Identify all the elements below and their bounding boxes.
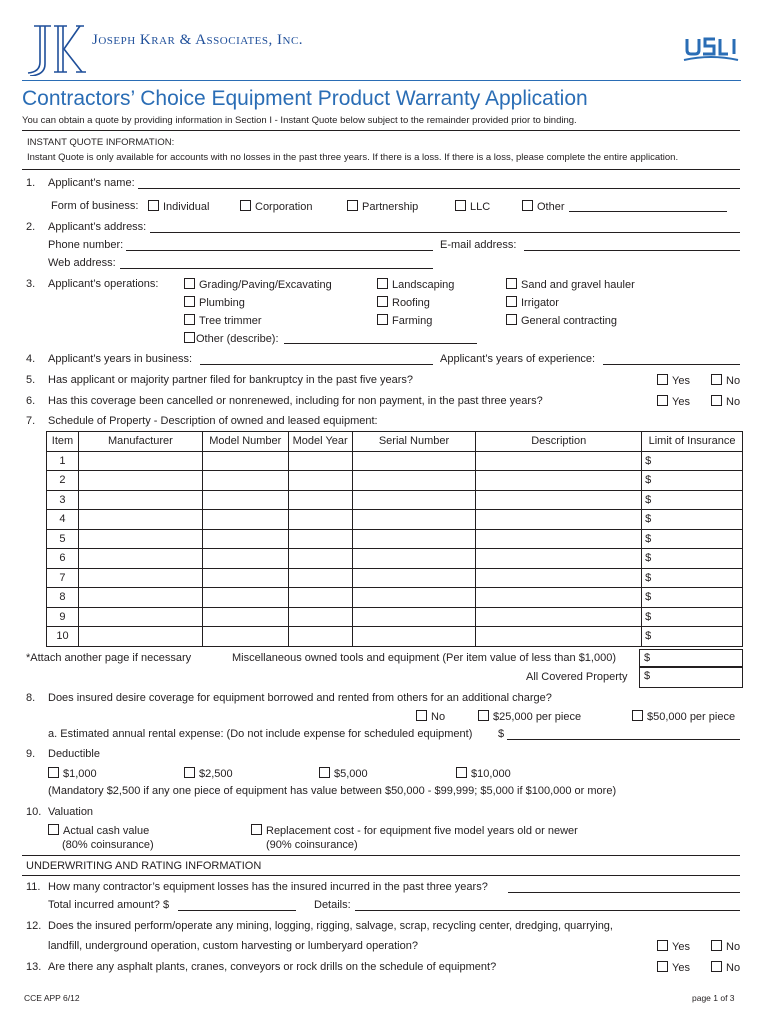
- cell[interactable]: [476, 451, 642, 471]
- checkbox-icon: [48, 824, 59, 835]
- q7-label: Schedule of Property - Description of owned and leased equipment:: [48, 415, 378, 427]
- deductible-10000[interactable]: $10,000: [456, 767, 511, 780]
- cell[interactable]: [202, 627, 288, 647]
- misc-tools-label: Miscellaneous owned tools and equipment (Per item value of less than $1,000): [232, 652, 617, 664]
- form-code: CCE APP 6/12: [24, 993, 80, 1003]
- individual-option[interactable]: Individual: [148, 200, 209, 213]
- checkbox-icon: [184, 332, 195, 343]
- checkbox-icon: [184, 278, 195, 289]
- item-number: 7: [47, 568, 79, 588]
- table-row: [47, 529, 743, 549]
- table-row: [47, 568, 743, 588]
- limit-cell[interactable]: $: [642, 568, 743, 588]
- cell[interactable]: [202, 529, 288, 549]
- cell[interactable]: [476, 588, 642, 608]
- cell[interactable]: [476, 490, 642, 510]
- q8-label: Does insured desire coverage for equipment borrowed and rented from others for an additional charge?: [48, 692, 552, 704]
- cell[interactable]: [202, 588, 288, 608]
- page-title: Contractors’ Choice Equipment Product Warranty Application: [22, 87, 588, 110]
- col-header: Limit of Insurance: [642, 432, 743, 452]
- cell[interactable]: [352, 549, 476, 569]
- cell[interactable]: [288, 627, 352, 647]
- q6-number: 6.: [26, 395, 36, 407]
- email-label: E-mail address:: [440, 239, 517, 251]
- q11-label: How many contractor’s equipment losses has the insured incurred in the past three years?: [48, 881, 488, 893]
- op-roofing[interactable]: Roofing: [377, 296, 430, 309]
- cell[interactable]: [476, 568, 642, 588]
- instant-quote-box: [22, 130, 740, 170]
- checkbox-icon: [657, 374, 668, 385]
- q4-label2: Applicant’s years of experience:: [440, 353, 596, 365]
- all-covered-field[interactable]: $: [639, 667, 743, 688]
- col-header: Serial Number: [352, 432, 476, 452]
- cell[interactable]: [476, 510, 642, 530]
- limit-cell[interactable]: $: [642, 588, 743, 608]
- usli-logo: [682, 36, 740, 67]
- losses-count-field[interactable]: [508, 892, 740, 893]
- item-number: 9: [47, 607, 79, 627]
- q5-number: 5.: [26, 374, 36, 386]
- item-number: 4: [47, 510, 79, 530]
- q1-number: 1.: [26, 177, 36, 189]
- cell[interactable]: [202, 471, 288, 491]
- total-incurred-label: Total incurred amount? $: [48, 899, 170, 911]
- cell[interactable]: [352, 588, 476, 608]
- cell[interactable]: [202, 549, 288, 569]
- address-field[interactable]: [150, 232, 740, 233]
- cell[interactable]: [352, 607, 476, 627]
- q3-label: Applicant’s operations:: [48, 278, 159, 290]
- cell[interactable]: [476, 471, 642, 491]
- deductible-note: (Mandatory $2,500 if any one piece of equipment has value between $50,000 - $99,999; $5,000 if $100,000 or more): [48, 785, 617, 797]
- checkbox-icon: [347, 200, 358, 211]
- q8-number: 8.: [26, 692, 36, 704]
- page-subtitle: You can obtain a quote by providing information in Section I - Instant Quote below subject to the remainder provided prior to binding.: [22, 115, 577, 126]
- other-operations-field[interactable]: [284, 343, 477, 344]
- item-number: 8: [47, 588, 79, 608]
- table-row: [47, 471, 743, 491]
- checkbox-icon: [251, 824, 262, 835]
- q6-label: Has this coverage been cancelled or nonrenewed, including for non payment, in the past three years?: [48, 395, 543, 407]
- cell[interactable]: [476, 549, 642, 569]
- cell[interactable]: [476, 529, 642, 549]
- checkbox-icon: [184, 296, 195, 307]
- limit-cell[interactable]: $: [642, 607, 743, 627]
- op-other[interactable]: Other (describe):: [184, 332, 279, 345]
- checkbox-icon: [657, 395, 668, 406]
- cell[interactable]: [78, 588, 202, 608]
- cell[interactable]: [288, 568, 352, 588]
- limit-cell[interactable]: $: [642, 471, 743, 491]
- q8-sub-label: a. Estimated annual rental expense: (Do not include expense for scheduled equipment): [48, 728, 473, 740]
- limit-cell[interactable]: $: [642, 510, 743, 530]
- op-irrigator[interactable]: Irrigator: [506, 296, 559, 309]
- jk-logo: [20, 22, 86, 79]
- cell[interactable]: [476, 607, 642, 627]
- checkbox-icon: [478, 710, 489, 721]
- acv-coinsurance: (80% coinsurance): [62, 839, 154, 851]
- limit-cell[interactable]: $: [642, 627, 743, 647]
- cell[interactable]: [202, 451, 288, 471]
- checkbox-icon: [240, 200, 251, 211]
- partnership-option[interactable]: Partnership: [347, 200, 418, 213]
- checkbox-icon: [711, 374, 722, 385]
- q5-label: Has applicant or majority partner filed for bankruptcy in the past five years?: [48, 374, 414, 386]
- limit-cell[interactable]: $: [642, 529, 743, 549]
- q13-number: 13.: [26, 961, 42, 973]
- cell[interactable]: [78, 510, 202, 530]
- instant-quote-heading: INSTANT QUOTE INFORMATION:: [27, 137, 175, 148]
- details-label: Details:: [314, 899, 351, 911]
- cell[interactable]: [202, 568, 288, 588]
- cell[interactable]: [78, 490, 202, 510]
- q12-no[interactable]: No: [711, 940, 740, 953]
- checkbox-icon: [319, 767, 330, 778]
- other-option[interactable]: Other: [522, 200, 565, 213]
- item-number: 6: [47, 549, 79, 569]
- cell[interactable]: [78, 627, 202, 647]
- table-row: [47, 607, 743, 627]
- checkbox-icon: [506, 278, 517, 289]
- q12-label2: landfill, underground operation, custom harvesting or lumberyard operation?: [48, 940, 418, 952]
- cell[interactable]: [352, 510, 476, 530]
- checkbox-icon: [148, 200, 159, 211]
- cell[interactable]: [78, 549, 202, 569]
- table-row: [47, 510, 743, 530]
- cell[interactable]: [288, 471, 352, 491]
- page-number: page 1 of 3: [692, 993, 735, 1003]
- checkbox-icon: [184, 767, 195, 778]
- company-name: Joseph Krar & Associates, Inc.: [92, 32, 304, 48]
- q5-yes[interactable]: Yes: [657, 374, 690, 387]
- email-field[interactable]: [524, 250, 740, 251]
- cell[interactable]: [78, 471, 202, 491]
- checkbox-icon: [184, 314, 195, 325]
- phone-field[interactable]: [126, 250, 433, 251]
- q6-yes[interactable]: Yes: [657, 395, 690, 408]
- all-covered-label: All Covered Property: [526, 671, 628, 683]
- q4-label: Applicant’s years in business:: [48, 353, 193, 365]
- other-business-field[interactable]: [569, 211, 727, 212]
- cell[interactable]: [288, 490, 352, 510]
- op-sand-gravel[interactable]: Sand and gravel hauler: [506, 278, 635, 291]
- form-of-business-label: Form of business:: [51, 200, 139, 212]
- table-row: [47, 451, 743, 471]
- cell[interactable]: [78, 568, 202, 588]
- item-number: 1: [47, 451, 79, 471]
- q5-no[interactable]: No: [711, 374, 740, 387]
- attach-note: *Attach another page if necessary: [26, 652, 192, 664]
- checkbox-icon: [522, 200, 533, 211]
- checkbox-icon: [377, 278, 388, 289]
- q13-yes[interactable]: Yes: [657, 961, 690, 974]
- checkbox-icon: [657, 961, 668, 972]
- q10-number: 10.: [26, 806, 42, 818]
- q6-no[interactable]: No: [711, 395, 740, 408]
- table-row: [47, 627, 743, 647]
- cell[interactable]: [476, 627, 642, 647]
- instant-quote-note: Instant Quote is only available for accounts with no losses in the past three years. If there is a loss. If there is a loss, please complete the entire application.: [27, 152, 679, 163]
- years-experience-field[interactable]: [603, 364, 740, 365]
- cell[interactable]: [352, 627, 476, 647]
- cell[interactable]: [352, 529, 476, 549]
- op-general-contracting[interactable]: General contracting: [506, 314, 617, 327]
- q11-number: 11.: [26, 881, 41, 893]
- q10-label: Valuation: [48, 806, 94, 818]
- q1-label: Applicant’s name:: [48, 177, 135, 189]
- q8-no[interactable]: No: [416, 710, 445, 723]
- table-row: [47, 490, 743, 510]
- q4-number: 4.: [26, 353, 36, 365]
- q8-sub-dollar: $: [498, 728, 505, 740]
- underwriting-rule: [22, 855, 740, 856]
- item-number: 5: [47, 529, 79, 549]
- applicant-name-field[interactable]: [138, 188, 740, 189]
- item-number: 2: [47, 471, 79, 491]
- q12-yes[interactable]: Yes: [657, 940, 690, 953]
- q9-number: 9.: [26, 748, 36, 760]
- checkbox-icon: [711, 395, 722, 406]
- checkbox-icon: [506, 296, 517, 307]
- cell[interactable]: [352, 490, 476, 510]
- acv-option[interactable]: Actual cash value: [48, 824, 149, 837]
- checkbox-icon: [456, 767, 467, 778]
- cell[interactable]: [78, 607, 202, 627]
- deductible-5000[interactable]: $5,000: [319, 767, 368, 780]
- limit-cell[interactable]: $: [642, 490, 743, 510]
- phone-label: Phone number:: [48, 239, 124, 251]
- op-plumbing[interactable]: Plumbing: [184, 296, 245, 309]
- limit-cell[interactable]: $: [642, 451, 743, 471]
- q2-number: 2.: [26, 221, 36, 233]
- cell[interactable]: [352, 451, 476, 471]
- cell[interactable]: [288, 607, 352, 627]
- checkbox-icon: [48, 767, 59, 778]
- q12-number: 12.: [26, 920, 42, 932]
- q9-label: Deductible: [48, 748, 100, 760]
- checkbox-icon: [416, 710, 427, 721]
- checkbox-icon: [632, 710, 643, 721]
- rc-coinsurance: (90% coinsurance): [266, 839, 358, 851]
- col-header: Model Year: [288, 432, 352, 452]
- cell[interactable]: [352, 568, 476, 588]
- q8-50000[interactable]: $50,000 per piece: [632, 710, 735, 723]
- op-grading[interactable]: Grading/Paving/Excavating: [184, 278, 332, 291]
- corporation-option[interactable]: Corporation: [240, 200, 312, 213]
- op-landscaping[interactable]: Landscaping: [377, 278, 454, 291]
- web-field[interactable]: [120, 268, 433, 269]
- table-row: [47, 549, 743, 569]
- col-header: Model Number: [202, 432, 288, 452]
- item-number: 3: [47, 490, 79, 510]
- q7-number: 7.: [26, 415, 36, 427]
- q13-no[interactable]: No: [711, 961, 740, 974]
- years-in-business-field[interactable]: [200, 364, 433, 365]
- header-rule: [22, 80, 741, 81]
- underwriting-rule-bottom: [22, 875, 740, 876]
- col-header: Description: [476, 432, 642, 452]
- cell[interactable]: [288, 529, 352, 549]
- cell[interactable]: [202, 490, 288, 510]
- checkbox-icon: [455, 200, 466, 211]
- cell[interactable]: [288, 451, 352, 471]
- checkbox-icon: [377, 296, 388, 307]
- col-header: Manufacturer: [78, 432, 202, 452]
- cell[interactable]: [78, 451, 202, 471]
- cell[interactable]: [352, 471, 476, 491]
- q2-label: Applicant’s address:: [48, 221, 147, 233]
- table-row: [47, 588, 743, 608]
- rc-option[interactable]: Replacement cost - for equipment five model years old or newer: [251, 824, 578, 837]
- item-number: 10: [47, 627, 79, 647]
- cell[interactable]: [202, 607, 288, 627]
- misc-tools-field[interactable]: $: [639, 649, 743, 667]
- web-label: Web address:: [48, 257, 116, 269]
- limit-cell[interactable]: $: [642, 549, 743, 569]
- cell[interactable]: [288, 588, 352, 608]
- checkbox-icon: [711, 940, 722, 951]
- schedule-table: [46, 431, 743, 647]
- details-field[interactable]: [355, 910, 740, 911]
- cell[interactable]: [78, 529, 202, 549]
- op-tree-trimmer[interactable]: Tree trimmer: [184, 314, 262, 327]
- checkbox-icon: [711, 961, 722, 972]
- deductible-2500[interactable]: $2,500: [184, 767, 233, 780]
- cell[interactable]: [202, 510, 288, 530]
- total-incurred-field[interactable]: [178, 910, 296, 911]
- q12-label: Does the insured perform/operate any mining, logging, rigging, salvage, scrap, recycling center, dredging, quarrying,: [48, 920, 613, 932]
- q8-25000[interactable]: $25,000 per piece: [478, 710, 581, 723]
- schedule-header-row: [47, 432, 743, 452]
- checkbox-icon: [506, 314, 517, 325]
- rental-expense-field[interactable]: [507, 739, 740, 740]
- cell[interactable]: [288, 510, 352, 530]
- op-farming[interactable]: Farming: [377, 314, 432, 327]
- q13-label: Are there any asphalt plants, cranes, conveyors or rock drills on the schedule of equipment?: [48, 961, 497, 973]
- checkbox-icon: [657, 940, 668, 951]
- underwriting-heading: UNDERWRITING AND RATING INFORMATION: [26, 860, 262, 872]
- q3-number: 3.: [26, 278, 36, 290]
- col-header: Item: [47, 432, 79, 452]
- cell[interactable]: [288, 549, 352, 569]
- checkbox-icon: [377, 314, 388, 325]
- deductible-1000[interactable]: $1,000: [48, 767, 97, 780]
- llc-option[interactable]: LLC: [455, 200, 490, 213]
